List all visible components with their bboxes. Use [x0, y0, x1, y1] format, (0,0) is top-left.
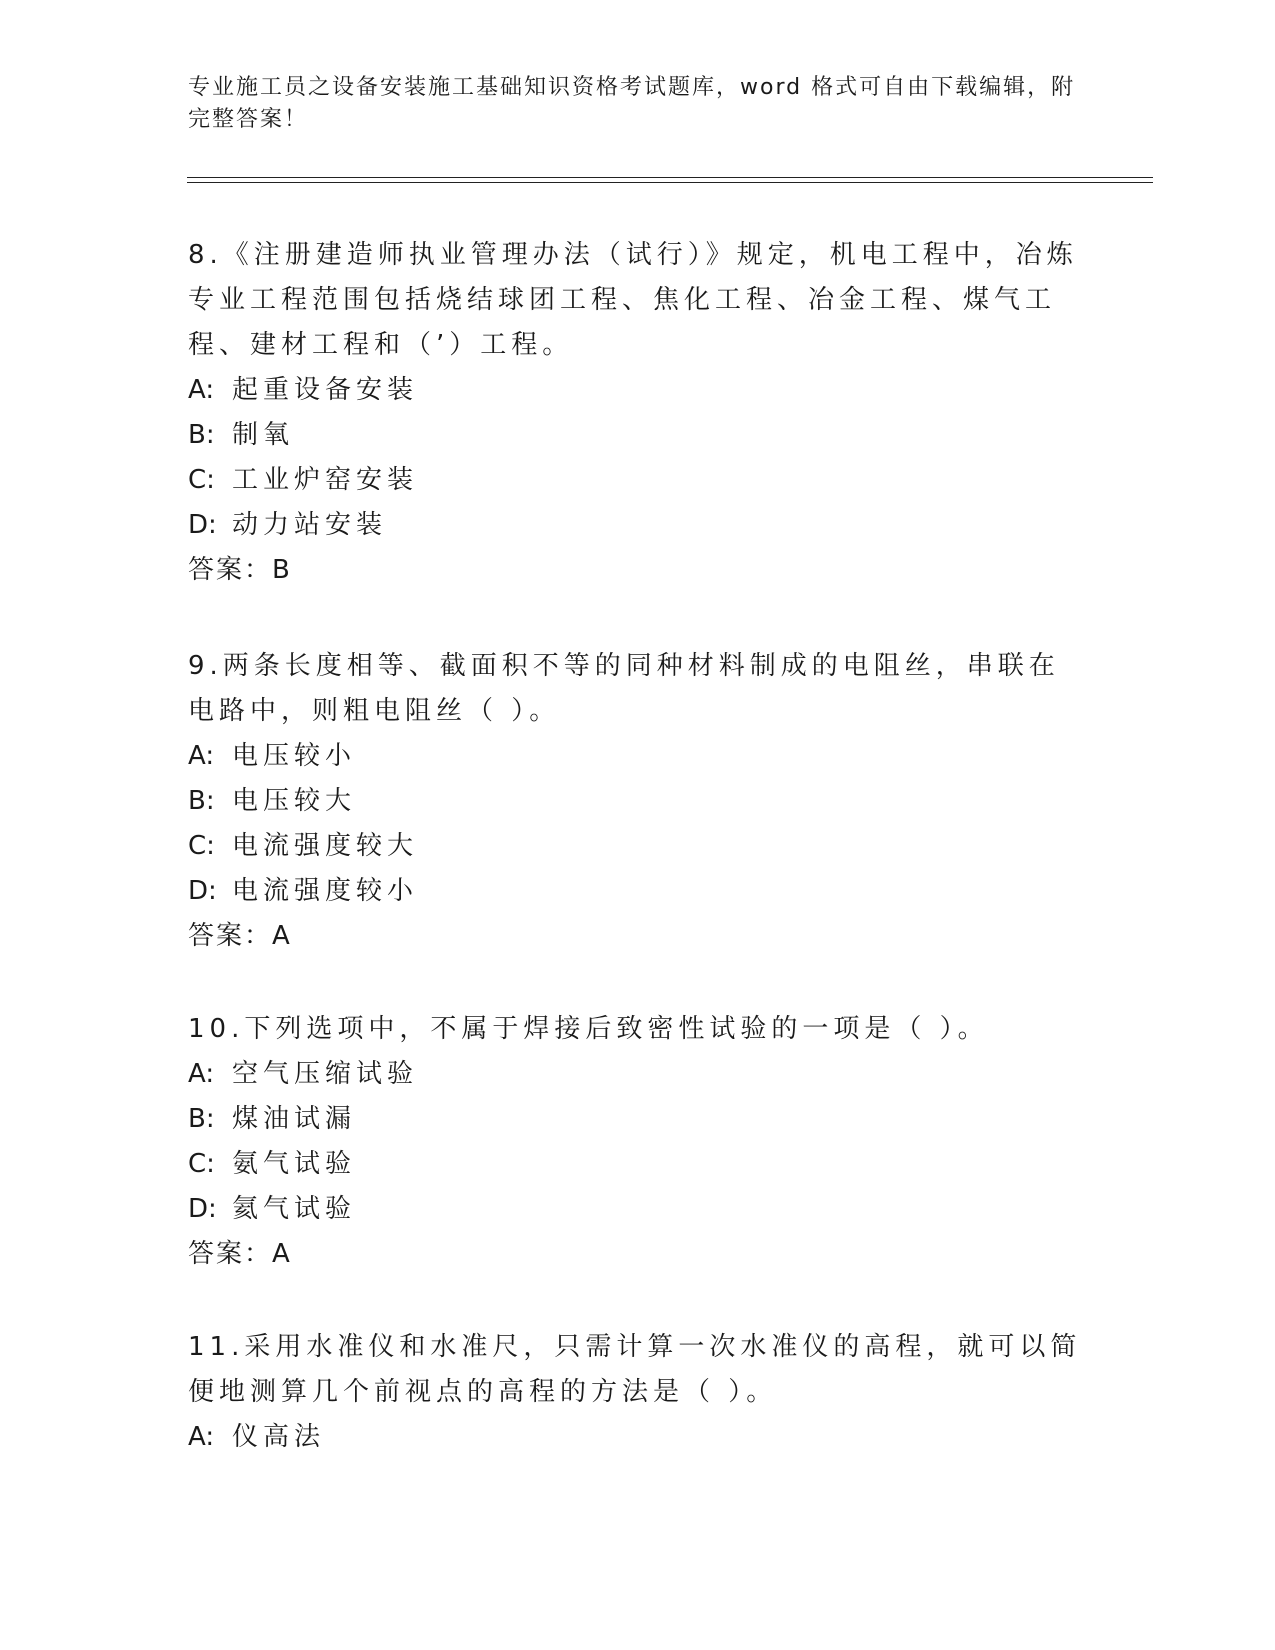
option-text: 仪高法	[232, 1422, 326, 1452]
option-text: 动力站安装	[232, 510, 388, 540]
option-c	[188, 824, 1088, 869]
option-key: C:	[188, 831, 215, 861]
question-8	[188, 233, 1088, 593]
question-11	[188, 1325, 1088, 1460]
question-stem: 10.下列选项中，不属于焊接后致密性试验的一项是（ ）。	[188, 1014, 989, 1044]
option-key: D:	[188, 510, 217, 540]
option-key: A:	[188, 741, 215, 771]
option-d	[188, 869, 1088, 914]
option-c	[188, 1142, 1088, 1187]
option-text: 煤油试漏	[232, 1104, 357, 1134]
option-key: D:	[188, 876, 217, 906]
option-b	[188, 1097, 1088, 1142]
document-header: 专业施工员之设备安装施工基础知识资格考试题库，word 格式可自由下载编辑，附完整答案！	[188, 75, 1076, 132]
option-key: A:	[188, 1059, 215, 1089]
option-a	[188, 1415, 1088, 1460]
option-key: A:	[188, 1422, 215, 1452]
option-text: 起重设备安装	[232, 375, 419, 405]
option-key: A:	[188, 375, 215, 405]
option-key: B:	[188, 786, 215, 816]
option-key: D:	[188, 1194, 217, 1224]
option-a	[188, 1052, 1088, 1097]
option-text: 工业炉窑安装	[232, 465, 419, 495]
option-text: 电压较大	[232, 786, 357, 816]
option-b	[188, 779, 1088, 824]
option-key: B:	[188, 1104, 215, 1134]
option-text: 电流强度较小	[232, 876, 419, 906]
option-text: 空气压缩试验	[232, 1059, 419, 1089]
option-key: B:	[188, 420, 215, 450]
answer-line: 答案：A	[188, 1239, 292, 1269]
answer-line: 答案：B	[188, 555, 292, 585]
option-a	[188, 734, 1088, 779]
option-text: 制氧	[232, 420, 295, 450]
question-10	[188, 1007, 1088, 1277]
option-c	[188, 458, 1088, 503]
option-a	[188, 368, 1088, 413]
option-text: 氦气试验	[232, 1194, 357, 1224]
header-divider-bottom	[187, 182, 1153, 183]
option-d	[188, 503, 1088, 548]
question-stem: 8.《注册建造师执业管理办法（试行）》规定，机电工程中，冶炼专业工程范围包括烧结球团工程、焦化工程、冶金工程、煤气工程、建材工程和（’）工程。	[188, 240, 1078, 360]
option-b	[188, 413, 1088, 458]
option-key: C:	[188, 465, 215, 495]
option-text: 电流强度较大	[232, 831, 419, 861]
question-9	[188, 644, 1088, 959]
option-key: C:	[188, 1149, 215, 1179]
option-text: 电压较小	[232, 741, 357, 771]
header-divider-top	[187, 177, 1153, 178]
question-stem: 11.采用水准仪和水准尺，只需计算一次水准仪的高程，就可以简便地测算几个前视点的高程的方法是（ ）。	[188, 1332, 1082, 1407]
option-d	[188, 1187, 1088, 1232]
answer-line: 答案：A	[188, 921, 292, 951]
question-stem: 9.两条长度相等、截面积不等的同种材料制成的电阻丝，串联在电路中，则粗电阻丝（ ）。	[188, 651, 1060, 726]
option-text: 氨气试验	[232, 1149, 357, 1179]
